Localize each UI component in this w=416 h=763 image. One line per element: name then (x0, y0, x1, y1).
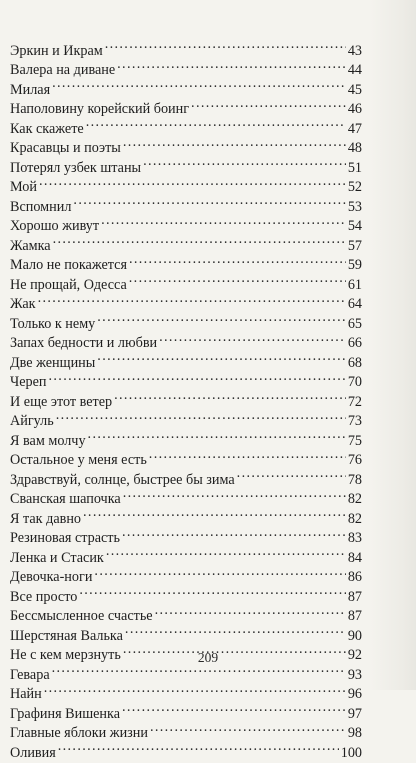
toc-leader-dots (129, 269, 346, 289)
toc-entry-title: Мой (10, 178, 37, 198)
toc-entry-title: Только к нему (10, 315, 95, 335)
toc-entry (10, 386, 362, 406)
toc-entry-page-number: 93 (348, 666, 362, 686)
toc-entry-title: Мало не покажется (10, 256, 127, 276)
toc-entry-title: Бессмысленное счастье (10, 607, 153, 627)
toc-entry-page-number: 59 (348, 256, 362, 276)
toc-entry-title: Вспомнил (10, 198, 71, 218)
toc-entry-title: Череп (10, 373, 47, 393)
toc-leader-dots (122, 698, 346, 718)
toc-leader-dots (129, 250, 346, 270)
toc-entry-page-number: 75 (348, 432, 362, 452)
toc-entry-page-number: 44 (348, 61, 362, 81)
toc-entry (10, 425, 362, 445)
toc-entry-page-number: 48 (348, 139, 362, 159)
toc-entry (10, 230, 362, 250)
toc-entry-page-number: 82 (348, 490, 362, 510)
toc-leader-dots (94, 562, 345, 582)
toc-leader-dots (53, 230, 346, 250)
toc-entry-title: Красавцы и поэты (10, 139, 121, 159)
toc-entry (10, 172, 362, 192)
toc-entry-title: Все просто (10, 588, 77, 608)
toc-entry-page-number: 87 (348, 607, 362, 627)
table-of-contents (10, 35, 362, 757)
toc-leader-dots (52, 74, 346, 94)
toc-entry-page-number: 52 (348, 178, 362, 198)
toc-entry-title: Я так давно (10, 510, 81, 530)
toc-entry (10, 191, 362, 211)
toc-entry (10, 367, 362, 387)
toc-entry-title: Жамка (10, 237, 51, 257)
toc-entry (10, 698, 362, 718)
toc-entry-page-number: 47 (348, 120, 362, 140)
toc-entry-title: Гевара (10, 666, 50, 686)
toc-entry-title: Найн (10, 685, 42, 705)
toc-entry-title: Жак (10, 295, 36, 315)
toc-entry-page-number: 43 (348, 42, 362, 62)
toc-entry-page-number: 66 (348, 334, 362, 354)
toc-entry-title: Не с кем мерзнуть (10, 646, 121, 666)
toc-leader-dots (106, 542, 346, 562)
toc-entry-page-number: 57 (348, 237, 362, 257)
toc-leader-dots (83, 503, 346, 523)
toc-entry-title: Эркин и Икрам (10, 42, 103, 62)
toc-entry-page-number: 54 (348, 217, 362, 237)
toc-leader-dots (117, 55, 346, 75)
toc-leader-dots (73, 191, 345, 211)
toc-entry (10, 250, 362, 270)
toc-entry-title: Как скажете (10, 120, 84, 140)
toc-leader-dots (237, 464, 346, 484)
toc-entry-page-number: 73 (348, 412, 362, 432)
toc-entry-page-number: 46 (348, 100, 362, 120)
toc-leader-dots (191, 94, 346, 114)
toc-leader-dots (159, 328, 346, 348)
toc-entry-page-number: 86 (348, 568, 362, 588)
toc-leader-dots (88, 425, 346, 445)
toc-entry-title: Сванская шапочка (10, 490, 121, 510)
toc-entry-page-number: 84 (348, 549, 362, 569)
toc-entry-page-number: 87 (348, 588, 362, 608)
toc-entry-page-number: 64 (348, 295, 362, 315)
toc-entry-title: Милая (10, 81, 50, 101)
toc-entry-title: Здравствуй, солнце, быстрее бы зима (10, 471, 235, 491)
toc-entry-page-number: 72 (348, 393, 362, 413)
toc-entry-title: Графиня Вишенка (10, 705, 120, 725)
toc-entry (10, 289, 362, 309)
page-edge-shadow (370, 0, 416, 690)
toc-entry (10, 679, 362, 699)
toc-entry-page-number: 70 (348, 373, 362, 393)
toc-entry-page-number: 53 (348, 198, 362, 218)
toc-entry-page-number: 92 (348, 646, 362, 666)
toc-entry-title: Я вам молчу (10, 432, 86, 452)
toc-entry-title: Девочка-ноги (10, 568, 92, 588)
toc-entry (10, 94, 362, 114)
toc-leader-dots (149, 445, 346, 465)
toc-entry (10, 737, 362, 757)
toc-leader-dots (86, 113, 346, 133)
toc-entry-title: Не прощай, Одесса (10, 276, 127, 296)
toc-entry-title: Айгуль (10, 412, 54, 432)
toc-leader-dots (123, 484, 346, 504)
toc-leader-dots (123, 133, 346, 153)
toc-entry-title: Запах бедности и любви (10, 334, 157, 354)
toc-entry-page-number: 78 (348, 471, 362, 491)
toc-entry-title: Главные яблоки жизни (10, 724, 148, 744)
toc-entry-title: Оливия (10, 744, 56, 763)
toc-entry-page-number: 90 (348, 627, 362, 647)
toc-entry-title: И еще этот ветер (10, 393, 112, 413)
toc-entry-page-number: 65 (348, 315, 362, 335)
toc-entry (10, 406, 362, 426)
toc-leader-dots (39, 172, 346, 192)
toc-entry-title: Хорошо живут (10, 217, 99, 237)
toc-entry-page-number: 76 (348, 451, 362, 471)
toc-entry-title: Валера на диване (10, 61, 115, 81)
toc-leader-dots (79, 581, 345, 601)
toc-entry-title: Шерстяная Валька (10, 627, 123, 647)
toc-entry-title: Резиновая страсть (10, 529, 120, 549)
toc-entry-page-number: 45 (348, 81, 362, 101)
toc-entry-page-number: 61 (348, 276, 362, 296)
toc-leader-dots (97, 308, 346, 328)
toc-entry (10, 35, 362, 55)
toc-leader-dots (44, 679, 346, 699)
toc-entry-page-number: 68 (348, 354, 362, 374)
toc-leader-dots (114, 386, 346, 406)
toc-leader-dots (97, 347, 346, 367)
toc-entry-page-number: 100 (341, 744, 362, 763)
toc-leader-dots (105, 35, 346, 55)
toc-entry-title: Две женщины (10, 354, 95, 374)
toc-entry-title: Остальное у меня есть (10, 451, 147, 471)
toc-entry-page-number: 82 (348, 510, 362, 530)
toc-leader-dots (122, 523, 346, 543)
toc-entry-title: Потерял узбек штаны (10, 159, 141, 179)
toc-leader-dots (56, 406, 346, 426)
toc-leader-dots (38, 289, 346, 309)
toc-leader-dots (58, 737, 339, 757)
toc-entry-page-number: 51 (348, 159, 362, 179)
toc-entry-title: Наполовину корейский боинг (10, 100, 189, 120)
toc-entry-page-number: 97 (348, 705, 362, 725)
toc-entry-page-number: 98 (348, 724, 362, 744)
page-number: 209 (0, 650, 416, 666)
toc-entry-title: Ленка и Стасик (10, 549, 104, 569)
toc-leader-dots (101, 211, 346, 231)
toc-leader-dots (143, 152, 346, 172)
toc-entry (10, 74, 362, 94)
toc-leader-dots (49, 367, 346, 387)
toc-leader-dots (150, 718, 346, 738)
toc-entry (10, 308, 362, 328)
toc-leader-dots (155, 601, 346, 621)
toc-entry-page-number: 83 (348, 529, 362, 549)
toc-leader-dots (125, 620, 346, 640)
toc-entry-page-number: 96 (348, 685, 362, 705)
